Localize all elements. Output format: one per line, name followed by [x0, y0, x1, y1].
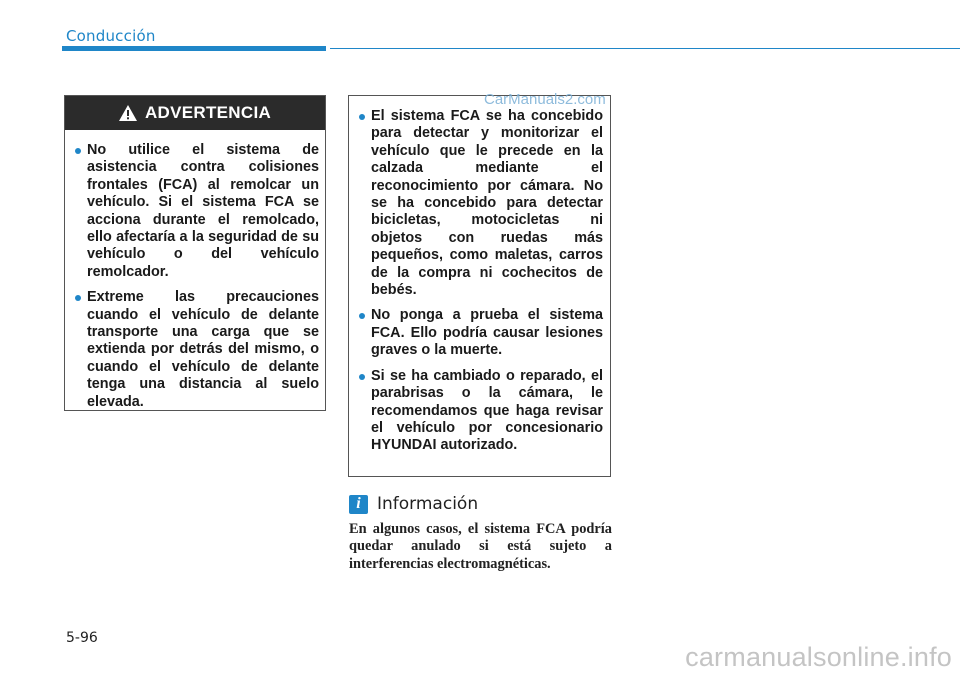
watermark-top: CarManuals2.com	[484, 91, 606, 108]
warning-bullet: El sistema FCA se ha concebido para detectar y monitorizar el vehículo que le precede en la calzada mediante el reconocimiento por cámara. No se ha concebido para detectar bicicletas, motocicletas ni objetos con ruedas más pequeños, como maletas, carros de la compra ni cochecitos de bebés.	[357, 108, 603, 299]
section-title: Conducción	[66, 27, 156, 45]
info-title: Información	[377, 494, 479, 514]
warning-continuation-box	[348, 95, 611, 477]
warning-bullet: Extreme las precauciones cuando el vehículo de delante transporte una carga que se extienda por detrás del mismo, o cuando el vehículo de delante tenga una distancia al suelo elevada.	[73, 289, 319, 411]
warning-header	[65, 96, 325, 130]
warning-body	[65, 130, 325, 411]
warning-bullet: No ponga a prueba el sistema FCA. Ello podría causar lesiones graves o la muerte.	[357, 307, 603, 359]
page-number: 5-96	[66, 630, 98, 646]
header-rule-thick	[62, 46, 326, 51]
warning-box	[64, 95, 326, 411]
info-text: En algunos casos, el sistema FCA podría quedar anulado si está sujeto a interferencias electromagnéticas.	[349, 521, 612, 572]
warning-title: ADVERTENCIA	[144, 103, 272, 122]
info-header	[349, 494, 478, 514]
warning-bullet: Si se ha cambiado o reparado, el parabrisas o la cámara, le recomendamos que haga revisar el vehículo por concesionario HYUNDAI autorizado.	[357, 368, 603, 455]
watermark-bottom: carmanualsonline.info	[685, 642, 952, 672]
warning-triangle-icon	[119, 105, 137, 121]
info-icon: i	[349, 495, 368, 514]
warning-bullet: No utilice el sistema de asistencia contra colisiones frontales (FCA) al remolcar un vehículo. Si el sistema FCA se acciona durante el remolcado, ello afectaría a la seguridad de su vehículo o del vehículo remolcador.	[73, 142, 319, 281]
header-rule-thin	[330, 48, 960, 49]
